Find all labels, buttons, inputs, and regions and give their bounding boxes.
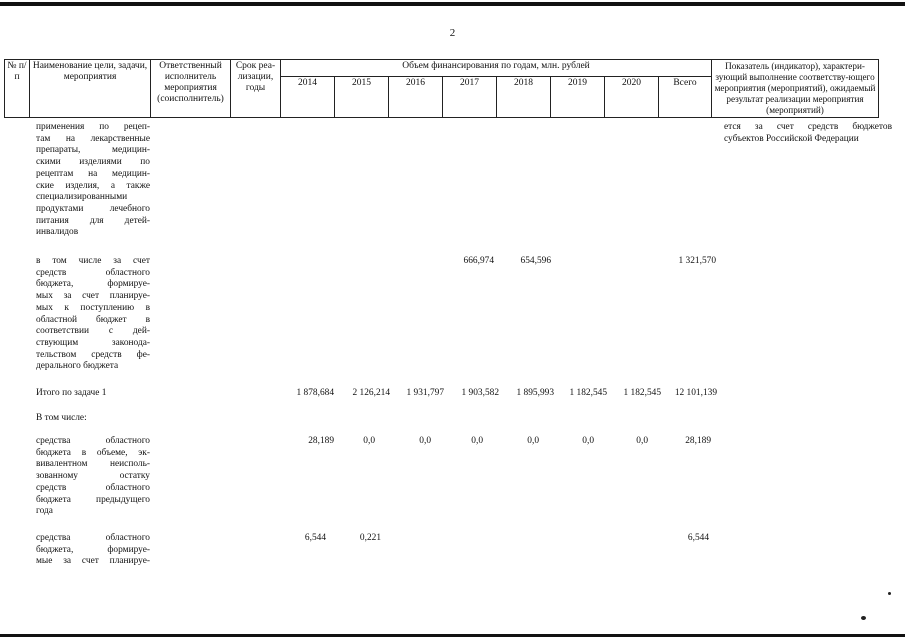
header-term: Срок реа-лизации, годы	[231, 60, 281, 118]
row-description: В том числе:	[36, 413, 87, 423]
value-cell: 1 931,797	[406, 388, 444, 398]
value-cell: 1 878,684	[296, 388, 334, 398]
header-year: 2018	[497, 77, 551, 118]
value-cell: 0,0	[636, 436, 648, 446]
bottom-border	[0, 634, 905, 637]
header-year: 2016	[389, 77, 443, 118]
top-border	[0, 2, 905, 6]
header-responsible: Ответственный исполнитель мероприятия (соисполнитель)	[151, 60, 231, 118]
table-header	[4, 59, 879, 118]
value-cell: 1 903,582	[461, 388, 499, 398]
header-year: 2020	[605, 77, 659, 118]
value-cell: 2 126,214	[352, 388, 390, 398]
value-cell: 28,189	[308, 436, 334, 446]
value-cell: 0,0	[471, 436, 483, 446]
page-number: 2	[449, 27, 456, 39]
value-cell: 1 182,545	[569, 388, 607, 398]
value-cell: 6,544	[687, 533, 709, 543]
header-name: Наименование цели, задачи, мероприятия	[30, 60, 151, 118]
value-cell: 0,0	[363, 436, 375, 446]
row-description: в том числе за счет средств областного бюджета, формируе- мых за счет планируе- мых к поступлению в областной бюджет в соответствии с дей- ствующим законода- тельством средств фе- дерального бюджета	[36, 256, 150, 372]
value-cell: 654,596	[520, 256, 551, 266]
row-description: Итого по задаче 1	[36, 388, 107, 398]
value-cell: 6,544	[304, 533, 326, 543]
header-year: 2017	[443, 77, 497, 118]
header-year: 2019	[551, 77, 605, 118]
value-cell: 1 182,545	[623, 388, 661, 398]
value-cell: 0,221	[359, 533, 381, 543]
header-year: 2015	[335, 77, 389, 118]
scan-speck	[861, 616, 866, 620]
value-cell: 1 321,570	[678, 256, 716, 266]
value-cell: 666,974	[463, 256, 494, 266]
value-cell: 0,0	[527, 436, 539, 446]
header-funding: Объем финансирования по годам, млн. рублей	[281, 60, 712, 77]
header-year-total: Всего	[659, 77, 712, 118]
value-cell: 0,0	[582, 436, 594, 446]
row-description: средства областного бюджета, формируе- мые за счет планируе-	[36, 533, 150, 567]
value-cell: 1 895,993	[516, 388, 554, 398]
value-cell: 0,0	[419, 436, 431, 446]
header-num: № п/п	[5, 60, 30, 118]
header-year: 2014	[281, 77, 335, 118]
header-indicator: Показатель (индикатор), характери-зующий выполнение соответству-ющего мероприятия (мероприятий), ожидаемый результат реализации мероприятия (мероприятий)	[712, 60, 879, 118]
row-description: применения по рецеп- там на лекарственные препараты, медицин- скими изделиями по рецептам на медицин- ские изделия, а также специализированными продуктами лечебного питания для детей- инвалидов	[36, 122, 150, 238]
row-description: средства областного бюджета в объеме, эк- вивалентном неисполь- зованному остатку средств областного бюджета предыдущего года	[36, 436, 150, 517]
value-cell: 12 101,139	[674, 388, 717, 398]
value-cell: 28,189	[685, 436, 711, 446]
indicator-text: ется за счет средств бюджетов субъектов Российской Федерации	[724, 122, 892, 144]
scan-speck	[888, 592, 891, 595]
